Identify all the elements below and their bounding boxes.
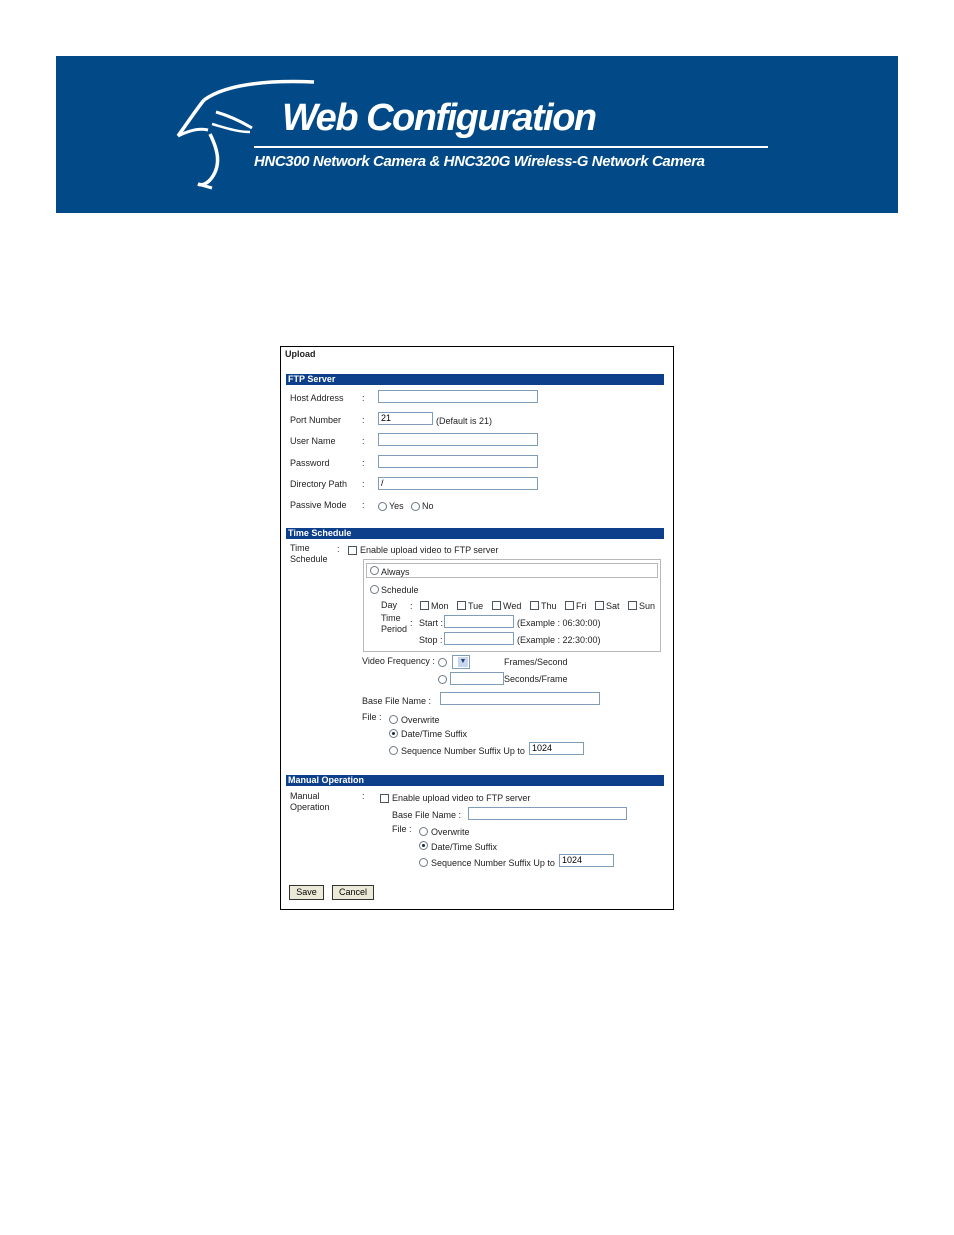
time-schedule-label-line2: Schedule	[290, 554, 328, 564]
manual-sequence-label: Sequence Number Suffix Up to	[431, 858, 555, 868]
day-tue-checkbox[interactable]	[457, 601, 466, 610]
day-thu-label: Thu	[541, 601, 557, 611]
seconds-per-frame-input[interactable]	[450, 672, 504, 685]
user-name-label: User Name	[290, 436, 336, 446]
user-name-input[interactable]	[378, 433, 538, 446]
passive-no-label: No	[422, 501, 434, 511]
day-sat-checkbox[interactable]	[595, 601, 604, 610]
chevron-down-icon: ▼	[459, 658, 467, 665]
password-label: Password	[290, 458, 330, 468]
colon: :	[362, 458, 365, 468]
day-fri-label: Fri	[576, 601, 587, 611]
video-frequency-label: Video Frequency :	[362, 656, 435, 666]
upload-panel	[280, 346, 674, 910]
schedule-sequence-radio[interactable]	[389, 746, 398, 755]
header-banner	[56, 56, 898, 213]
schedule-sequence-label: Sequence Number Suffix Up to	[401, 746, 525, 756]
start-time-input[interactable]	[444, 615, 514, 628]
schedule-enable-checkbox[interactable]	[348, 546, 357, 555]
time-schedule-label-line1: Time	[290, 543, 310, 553]
start-example: (Example : 06:30:00)	[517, 618, 601, 628]
banner-divider	[254, 146, 768, 148]
colon: :	[362, 415, 365, 425]
manual-operation-label-line2: Operation	[290, 802, 330, 812]
day-mon-label: Mon	[431, 601, 449, 611]
passive-yes-label: Yes	[389, 501, 404, 511]
section-time-schedule: Time Schedule	[286, 528, 664, 539]
frames-per-second-label: Frames/Second	[504, 657, 568, 667]
banner-title: Web Configuration	[282, 97, 596, 139]
banner-subtitle: HNC300 Network Camera & HNC320G Wireless-G Network Camera	[254, 153, 705, 170]
schedule-base-file-label: Base File Name :	[362, 696, 432, 706]
host-address-input[interactable]	[378, 390, 538, 403]
section-ftp-server: FTP Server	[286, 374, 664, 385]
stop-time-input[interactable]	[444, 632, 514, 645]
day-sat-label: Sat	[606, 601, 620, 611]
schedule-overwrite-label: Overwrite	[401, 715, 440, 725]
always-radio[interactable]	[370, 566, 379, 575]
schedule-overwrite-radio[interactable]	[389, 715, 398, 724]
manual-base-file-input[interactable]	[468, 807, 627, 820]
day-thu-checkbox[interactable]	[530, 601, 539, 610]
manual-base-file-label: Base File Name :	[392, 810, 462, 820]
day-sun-checkbox[interactable]	[628, 601, 637, 610]
day-sun-label: Sun	[639, 601, 656, 611]
colon: :	[362, 479, 365, 489]
manual-enable-label: Enable upload video to FTP server	[392, 793, 531, 803]
colon: :	[362, 393, 365, 403]
passive-no-radio[interactable]	[411, 502, 420, 511]
manual-enable-checkbox[interactable]	[380, 794, 389, 803]
manual-sequence-input[interactable]: 1024	[559, 854, 614, 867]
seconds-per-frame-label: Seconds/Frame	[504, 674, 568, 684]
manual-datetime-radio[interactable]	[419, 841, 428, 850]
cancel-button[interactable]: Cancel	[332, 885, 374, 900]
manual-sequence-radio[interactable]	[419, 858, 428, 867]
start-label: Start :	[419, 618, 444, 628]
passive-mode-label: Passive Mode	[290, 500, 347, 510]
section-manual-operation: Manual Operation	[286, 775, 664, 786]
stop-example: (Example : 22:30:00)	[517, 635, 601, 645]
page-heading: Upload	[285, 349, 316, 359]
colon: :	[337, 544, 340, 554]
frames-per-second-radio[interactable]	[438, 658, 447, 667]
host-address-label: Host Address	[290, 393, 344, 403]
colon: :	[362, 436, 365, 446]
colon: :	[362, 791, 365, 801]
manual-overwrite-radio[interactable]	[419, 827, 428, 836]
manual-overwrite-label: Overwrite	[431, 827, 470, 837]
password-input[interactable]	[378, 455, 538, 468]
frames-per-second-select[interactable]	[452, 655, 470, 669]
colon: :	[362, 500, 365, 510]
schedule-datetime-radio[interactable]	[389, 729, 398, 738]
port-number-label: Port Number	[290, 415, 342, 425]
seconds-per-frame-radio[interactable]	[438, 675, 447, 684]
directory-path-label: Directory Path	[290, 479, 348, 489]
day-fri-checkbox[interactable]	[565, 601, 574, 610]
stop-label: Stop :	[419, 635, 443, 645]
time-period-label-line2: Period	[381, 624, 408, 634]
port-default-hint: (Default is 21)	[436, 416, 493, 426]
schedule-base-file-input[interactable]	[440, 692, 600, 705]
directory-path-input[interactable]: /	[378, 477, 538, 490]
day-mon-checkbox[interactable]	[420, 601, 429, 610]
manual-operation-label-line1: Manual	[290, 791, 320, 801]
day-label: Day	[381, 600, 398, 610]
schedule-radio[interactable]	[370, 585, 379, 594]
schedule-enable-label: Enable upload video to FTP server	[360, 545, 499, 555]
day-wed-label: Wed	[503, 601, 522, 611]
passive-yes-radio[interactable]	[378, 502, 387, 511]
port-number-input[interactable]: 21	[378, 412, 433, 425]
manual-file-label: File :	[392, 824, 412, 834]
colon: :	[410, 618, 413, 628]
save-button[interactable]: Save	[289, 885, 324, 900]
time-period-label-line1: Time	[381, 613, 401, 623]
schedule-datetime-label: Date/Time Suffix	[401, 729, 468, 739]
colon: :	[410, 601, 413, 611]
schedule-label: Schedule	[381, 585, 419, 595]
manual-datetime-label: Date/Time Suffix	[431, 842, 498, 852]
day-wed-checkbox[interactable]	[492, 601, 501, 610]
schedule-sequence-input[interactable]: 1024	[529, 742, 584, 755]
day-tue-label: Tue	[468, 601, 484, 611]
always-label: Always	[381, 567, 410, 577]
schedule-file-label: File :	[362, 712, 382, 722]
